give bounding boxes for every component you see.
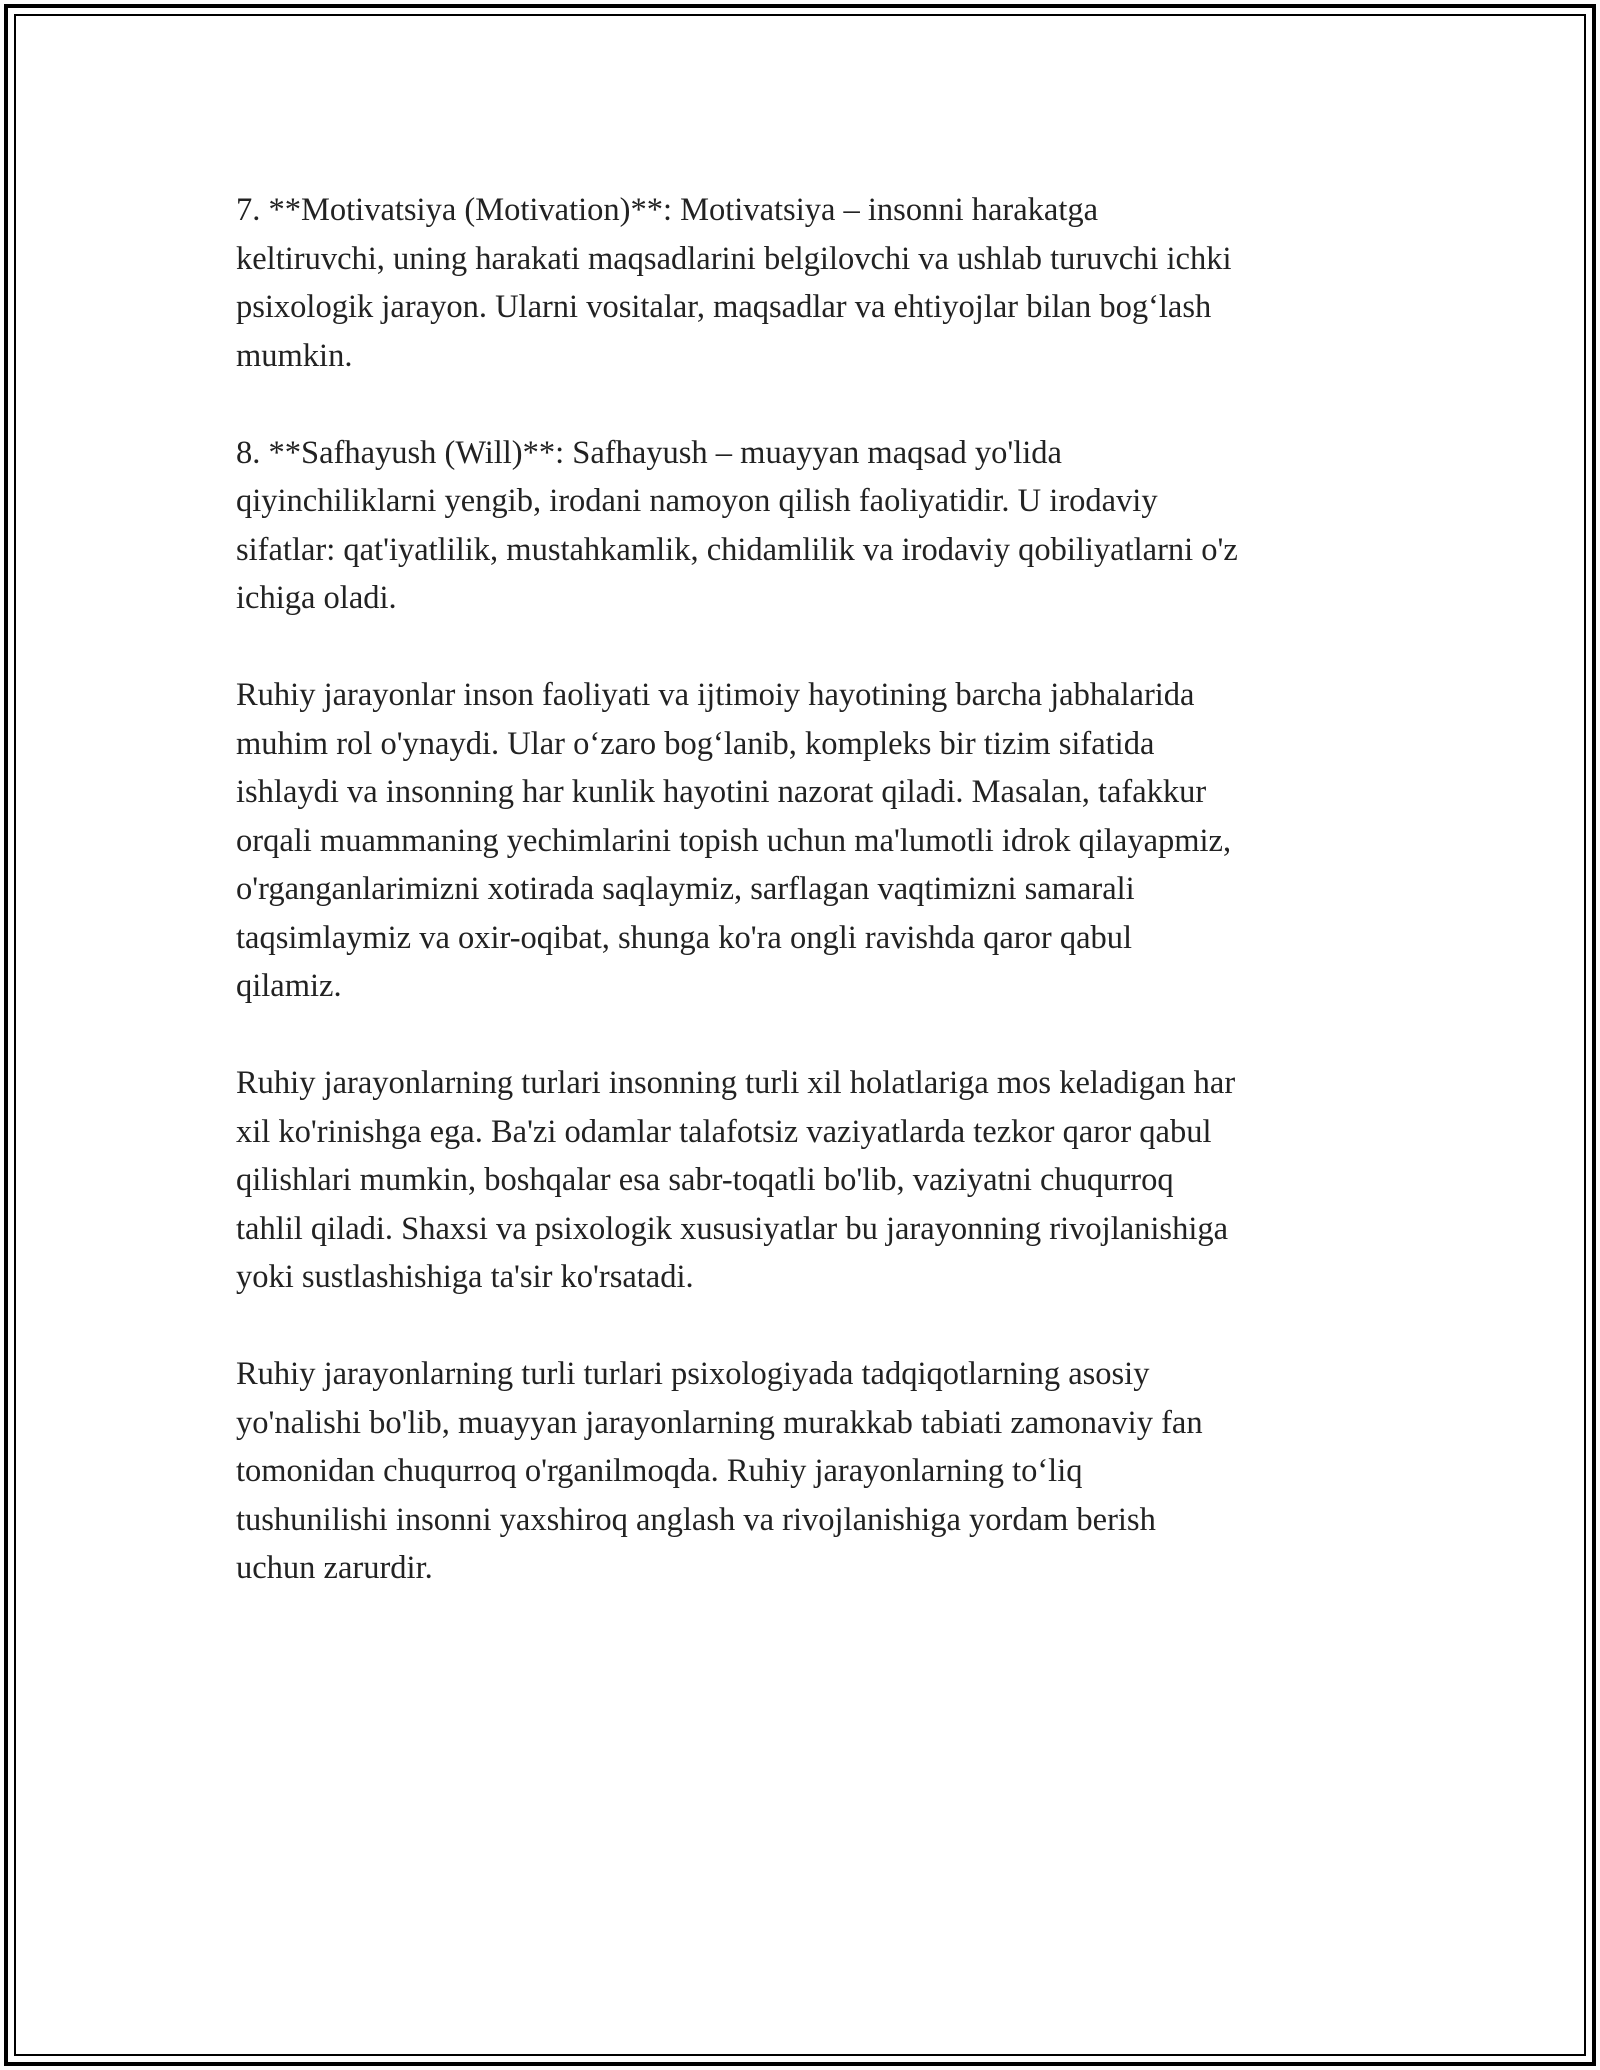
text-line: o'rganganlarimizni xotirada saqlaymiz, sarflagan vaqtimizni samarali xyxy=(236,871,1135,907)
text-line: Ruhiy jarayonlar inson faoliyati va ijtimoiy hayotining barcha jabhalarida xyxy=(236,677,1195,713)
text-line: uchun zarurdir. xyxy=(236,1550,433,1586)
text-line: yo'nalishi bo'lib, muayyan jarayonlarning murakkab tabiati zamonaviy fan xyxy=(236,1404,1203,1441)
text-line: yoki sustlashishiga ta'sir ko'rsatadi. xyxy=(236,1259,694,1295)
text-line: Ruhiy jarayonlarning turlari insonning turli xil holatlariga mos keladigan har xyxy=(236,1065,1236,1101)
text-line: muhim rol o'ynaydi. Ular o‘zaro bog‘lanib, kompleks bir tizim sifatida xyxy=(236,725,1155,762)
document-body xyxy=(236,186,1376,1593)
paragraph-mental-processes-role xyxy=(236,671,1376,1011)
text-line: keltiruvchi, uning harakati maqsadlarini belgilovchi va ushlab turuvchi ichki xyxy=(236,240,1232,277)
text-line: qiyinchiliklarni yengib, irodani namoyon qilish faoliyatidir. U irodaviy xyxy=(236,483,1158,519)
text-line: psixologik jarayon. Ularni vositalar, maqsadlar va ehtiyojlar bilan bog‘lash xyxy=(236,289,1212,325)
text-line: taqsimlaymiz va oxir-oqibat, shunga ko'ra ongli ravishda qaror qabul xyxy=(236,919,1133,956)
paragraph-research-directions xyxy=(236,1350,1376,1593)
text-line: mumkin. xyxy=(236,337,353,374)
text-line: tahlil qiladi. Shaxsi va psixologik xususiyatlar bu jarayonning rivojlanishiga xyxy=(236,1210,1229,1247)
paragraph-motivation xyxy=(236,186,1376,380)
text-line: 8. **Safhayush (Will)**: Safhayush – muayyan maqsad yo'lida xyxy=(236,434,1062,471)
text-line: 7. **Motivatsiya (Motivation)**: Motivatsiya – insonni harakatga xyxy=(236,192,1099,228)
text-line: qilamiz. xyxy=(236,968,342,1004)
text-line: tushunilishi insonni yaxshiroq anglash va rivojlanishiga yordam berish xyxy=(236,1501,1156,1538)
paragraph-process-types xyxy=(236,1059,1376,1302)
text-line: qilishlari mumkin, boshqalar esa sabr-toqatli bo'lib, vaziyatni chuqurroq xyxy=(236,1162,1174,1198)
text-line: xil ko'rinishga ega. Ba'zi odamlar talafotsiz vaziyatlarda tezkor qaror qabul xyxy=(236,1113,1212,1150)
text-line: orqali muammaning yechimlarini topish uchun ma'lumotli idrok qilayapmiz, xyxy=(236,822,1232,859)
text-line: Ruhiy jarayonlarning turli turlari psixologiyada tadqiqotlarning asosiy xyxy=(236,1356,1150,1392)
paragraph-will xyxy=(236,429,1376,623)
text-line: tomonidan chuqurroq o'rganilmoqda. Ruhiy jarayonlarning to‘liq xyxy=(236,1453,1083,1489)
text-line: sifatlar: qat'iyatlilik, mustahkamlik, chidamlilik va irodaviy qobiliyatlarni o'z xyxy=(236,531,1238,568)
text-line: ishlaydi va insonning har kunlik hayotini nazorat qiladi. Masalan, tafakkur xyxy=(236,774,1207,810)
text-line: ichiga oladi. xyxy=(236,580,397,616)
